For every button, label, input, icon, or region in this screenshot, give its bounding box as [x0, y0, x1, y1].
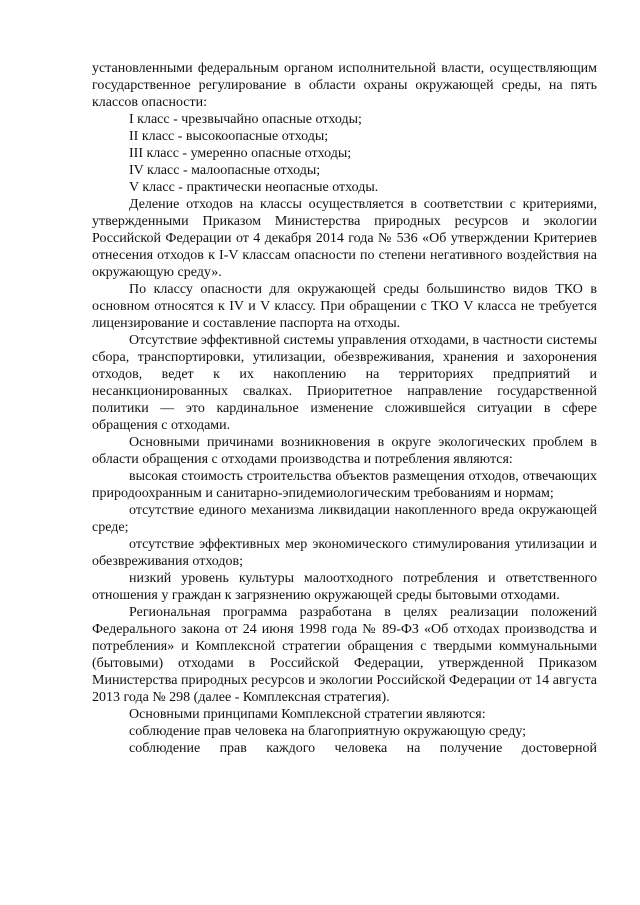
paragraph-classification-criteria: Деление отходов на классы осуществляется в соответствии с критериями, утвержденными Приказом Министерства природных ресурсов и экологии Российской Федерации от 4 декабря 2014 года № 536 «Об утверждении Критериев отнесения отходов к I-V классам опасности по степени негативного воздействия на окружающую среду».: [92, 197, 597, 280]
list-item-class-5: V класс - практически неопасные отходы.: [129, 180, 379, 195]
list-item-class-3: III класс - умеренно опасные отходы;: [129, 146, 352, 161]
paragraph-regional-program: Региональная программа разработана в целях реализации положений Федерального закона от 24 июня 1998 года № 89-ФЗ «Об отходах производства и потребления» и Комплексной стратегии обращения с твердыми коммунальными (бытовыми) отходами в Российской Федерации, утвержденной Приказом Министерства природных ресурсов и экологии Российской Федерации от 14 августа 2013 года № 298 (далее - Комплексная стратегия).: [92, 605, 597, 705]
paragraph-principle-environment: соблюдение прав человека на благоприятную окружающую среду;: [129, 724, 527, 739]
paragraph-strategy-principles: Основными принципами Комплексной стратегии являются:: [129, 707, 486, 722]
paragraph-cause-cost: высокая стоимость строительства объектов размещения отходов, отвечающих природоохранным и санитарно-эпидемиологическим требованиям и нормам;: [92, 469, 597, 501]
list-item-class-2: II класс - высокоопасные отходы;: [129, 129, 329, 144]
paragraph-tko-hazard-class: По классу опасности для окружающей среды большинство видов ТКО в основном относятся к IV и V классу. При обращении с ТКО V класса не требуется лицензирование и составление паспорта на отходы.: [92, 282, 597, 331]
document-page: [92, 60, 597, 757]
paragraph-management-system: Отсутствие эффективной системы управления отходами, в частности системы сбора, транспортировки, утилизации, обезвреживания, хранения и захоронения отходов, ведет к их накоплению на территориях предприятий и несанкционированных свалках. Приоритетное направление государственной политики — это кардинальное изменение сложившейся ситуации в сфере обращения с отходами.: [92, 333, 597, 433]
paragraph-cause-mechanism: отсутствие единого механизма ликвидации накопленного вреда окружающей среде;: [92, 503, 597, 535]
paragraph-principle-information: соблюдение прав каждого человека на получение достоверной: [129, 741, 597, 756]
paragraph-classes-intro: установленными федеральным органом исполнительной власти, осуществляющим государственное регулирование в области охраны окружающей среды, на пять классов опасности:: [92, 61, 597, 110]
list-item-class-4: IV класс - малоопасные отходы;: [129, 163, 321, 178]
list-item-class-1: I класс - чрезвычайно опасные отходы;: [129, 112, 362, 127]
paragraph-cause-culture: низкий уровень культуры малоотходного потребления и ответственного отношения у граждан к загрязнению окружающей среды бытовыми отходами.: [92, 571, 597, 603]
paragraph-problem-causes: Основными причинами возникновения в округе экологических проблем в области обращения с отходами производства и потребления являются:: [92, 435, 597, 467]
paragraph-cause-incentives: отсутствие эффективных мер экономического стимулирования утилизации и обезвреживания отходов;: [92, 537, 597, 569]
